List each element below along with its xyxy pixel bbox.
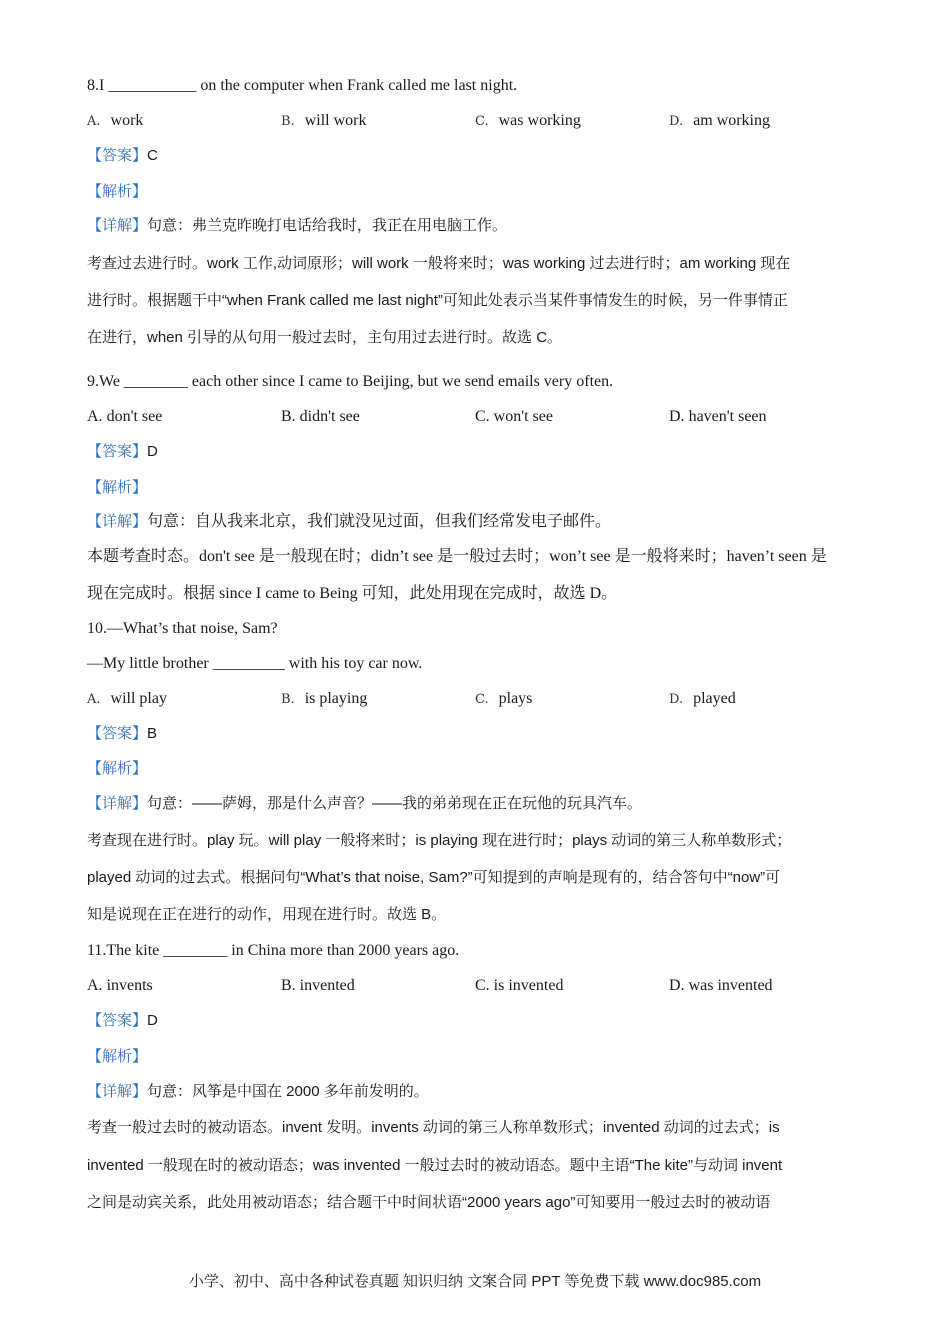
detail-line: 在进行，when 引导的从句用一般过去时，主句用过去进行时。故选 C。 xyxy=(87,329,563,346)
option-a: A. invents xyxy=(87,977,153,994)
option-c: C. won't see xyxy=(475,408,553,425)
detail-line: 【详解】句意：——萨姆，那是什么声音？——我的弟弟现在正在玩他的玩具汽车。 xyxy=(87,795,643,812)
analysis-tag: 【解析】 xyxy=(87,760,148,777)
analysis-tag: 【解析】 xyxy=(87,1048,148,1065)
detail-line: 【详解】句意：风筝是中国在 2000 多年前发明的。 xyxy=(87,1083,429,1100)
question-stem: 8.I ___________ on the computer when Frank called me last night. xyxy=(87,77,518,94)
options-row xyxy=(87,111,887,131)
option-c: C. was working xyxy=(475,112,581,129)
detail-line: 知是说现在正在进行的动作，用现在进行时。故选 B。 xyxy=(87,906,447,923)
analysis-tag: 【解析】 xyxy=(87,183,148,200)
option-a: A. don't see xyxy=(87,408,163,425)
option-d: D. played xyxy=(669,690,736,707)
option-c: C. is invented xyxy=(475,977,564,994)
option-b: B. didn't see xyxy=(281,408,360,425)
detail-line: 之间是动宾关系，此处用被动语态；结合题干中时间状语“2000 years ago”可知要用一般过去时的被动语 xyxy=(87,1194,771,1211)
detail-line: invented 一般现在时的被动语态；was invented 一般过去时的被动语态。题中主语“The kite”与动词 invent xyxy=(87,1157,783,1174)
question-stem: 11.The kite ________ in China more than 2000 years ago. xyxy=(87,942,460,959)
detail-line: 考查现在进行时。play 玩。will play 一般将来时；is playing 现在进行时；plays 动词的第三人称单数形式； xyxy=(87,832,792,849)
options-row xyxy=(87,976,887,996)
answer-line: 【答案】B xyxy=(87,725,158,742)
option-c: C. plays xyxy=(475,690,533,707)
options-row xyxy=(87,689,887,709)
question-stem-reply: —My little brother _________ with his toy car now. xyxy=(87,655,423,672)
option-a: A. will play xyxy=(87,690,167,707)
answer-line: 【答案】D xyxy=(87,443,158,460)
option-d: D. haven't seen xyxy=(669,408,767,425)
option-d: D. was invented xyxy=(669,977,773,994)
detail-line: 考查一般过去时的被动语态。invent 发明。invents 动词的第三人称单数形式；invented 动词的过去式；is xyxy=(87,1119,780,1136)
detail-line: 现在完成时。根据 since I came to Being 可知，此处用现在完成时，故选 D。 xyxy=(87,585,618,602)
page-footer: 小学、初中、高中各种试卷真题 知识归纳 文案合同 PPT 等免费下载 www.doc985.com xyxy=(188,1273,762,1290)
answer-line: 【答案】D xyxy=(87,1012,158,1029)
option-b: B. invented xyxy=(281,977,355,994)
option-a: A. work xyxy=(87,112,144,129)
detail-line: 进行时。根据题干中“when Frank called me last night”可知此处表示当某件事情发生的时候，另一件事情正 xyxy=(87,292,788,309)
answer-line: 【答案】C xyxy=(87,147,158,164)
options-row xyxy=(87,407,887,427)
detail-line: 【详解】句意：弗兰克昨晚打电话给我时，我正在用电脑工作。 xyxy=(87,217,508,234)
detail-line: played 动词的过去式。根据问句“What’s that noise, Sam?”可知提到的声响是现有的，结合答句中“now”可 xyxy=(87,869,781,886)
detail-line: 考查过去进行时。work 工作,动词原形；will work 一般将来时；was working 过去进行时；am working 现在 xyxy=(87,255,791,272)
detail-line: 【详解】句意：自从我来北京，我们就没见过面，但我们经常发电子邮件。 xyxy=(87,513,612,530)
analysis-tag: 【解析】 xyxy=(87,479,148,496)
option-d: D. am working xyxy=(669,112,770,129)
question-stem: 9.We ________ each other since I came to Beijing, but we send emails very often. xyxy=(87,373,614,390)
question-stem: 10.—What’s that noise, Sam? xyxy=(87,620,278,637)
option-b: B. will work xyxy=(281,112,367,129)
detail-line: 本题考查时态。don't see 是一般现在时；didn’t see 是一般过去时；won’t see 是一般将来时；haven’t seen 是 xyxy=(87,548,827,565)
option-b: B. is playing xyxy=(281,690,368,707)
